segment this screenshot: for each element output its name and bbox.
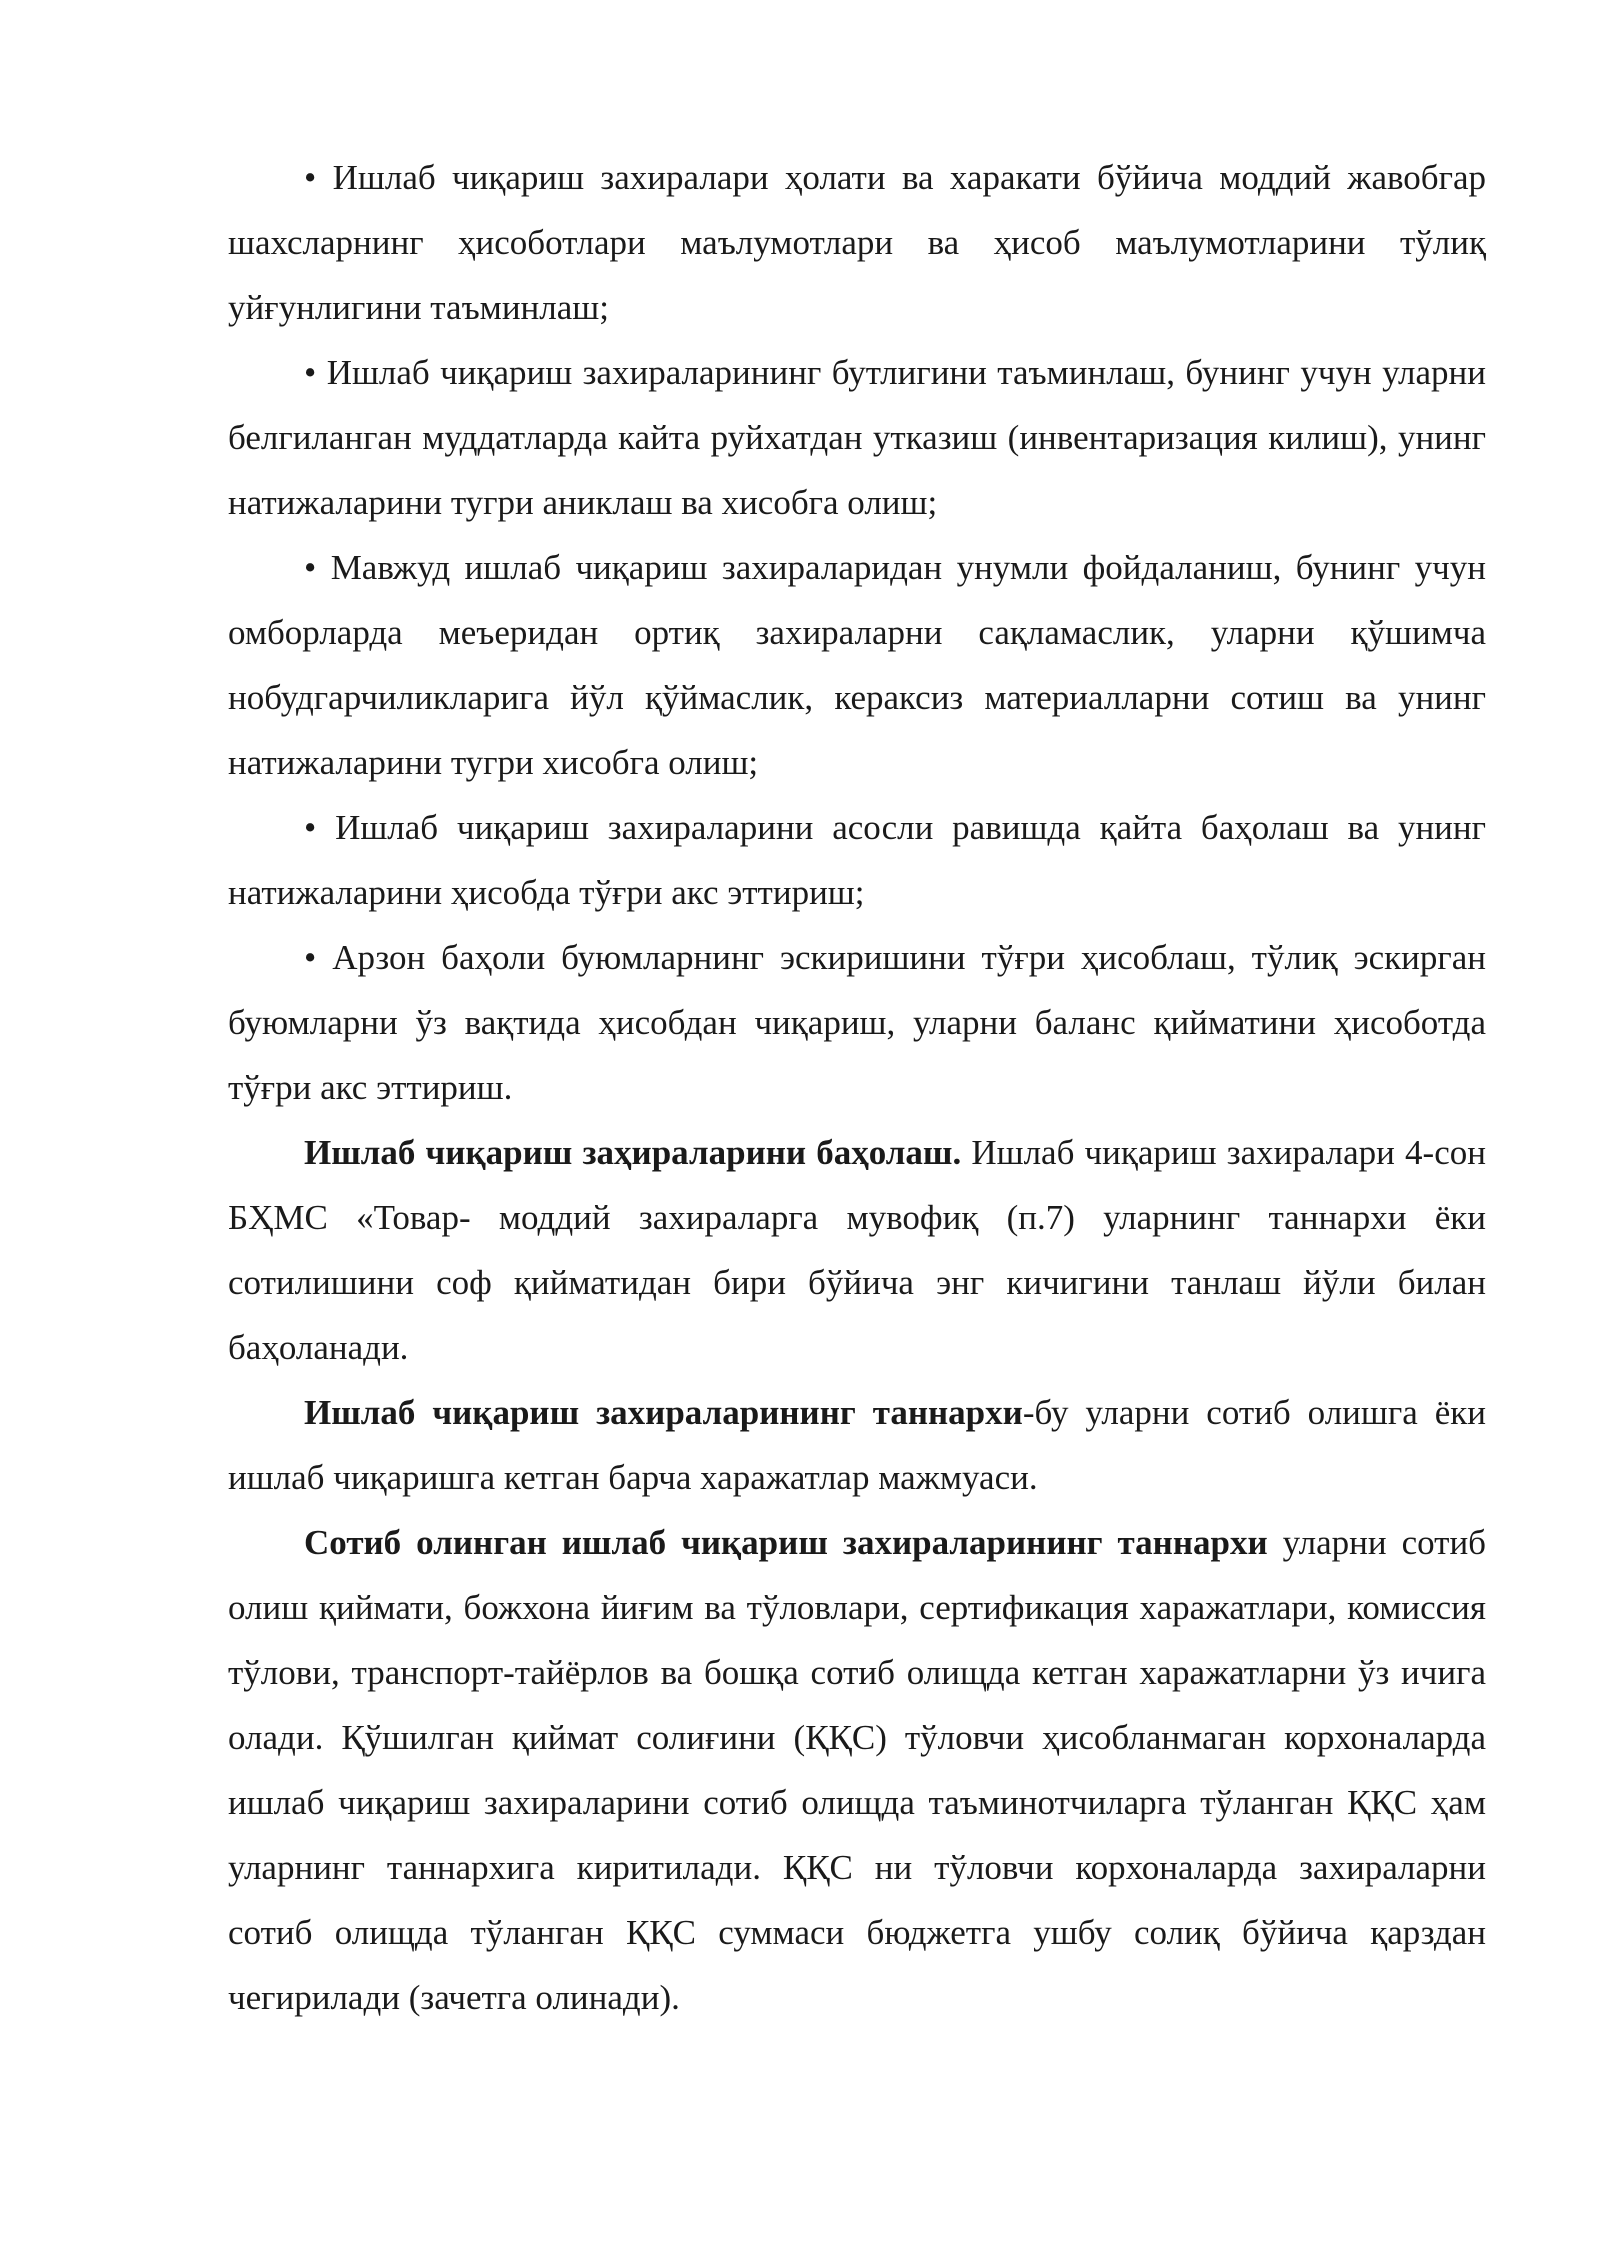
paragraph-heading: Ишлаб чиқариш захираларининг таннархи: [304, 1393, 1023, 1432]
bullet-text: Ишлаб чиқариш захираларини асосли равишда қайта баҳолаш ва унинг натижаларини ҳисобда тўғри акс эттириш;: [228, 808, 1486, 912]
paragraph-text: Ишлаб чиқариш захиралари 4-сон БҲМС «Товар- моддий захираларга мувофиқ (п.7) уларнинг таннархи ёки сотилишини соф қийматидан бири бўйича энг кичигини танлаш йўли билан баҳоланади.: [228, 1133, 1486, 1367]
bullet-item: [228, 340, 1486, 535]
bullet-marker: •: [304, 548, 317, 587]
bullet-item: [228, 145, 1486, 340]
bullet-text: Мавжуд ишлаб чиқариш захираларидан унумли фойдаланиш, бунинг учун омборларда меъеридан ортиқ захираларни сақламаслик, уларни қўшимча нобудгарчиликларига йўл қўймаслик, кераксиз материалларни сотиш ва унинг натижаларини тугри хисобга олиш;: [228, 548, 1486, 782]
paragraph-heading: Ишлаб чиқариш заҳираларини баҳолаш.: [304, 1133, 962, 1172]
bullet-item: [228, 535, 1486, 795]
bullet-marker: •: [304, 938, 317, 977]
bullet-item: [228, 925, 1486, 1120]
bullet-marker: •: [304, 353, 317, 392]
bullet-item: [228, 795, 1486, 925]
paragraph-heading: Сотиб олинган ишлаб чиқариш захираларининг таннархи: [304, 1523, 1268, 1562]
bullet-text: Ишлаб чиқариш захиралари ҳолати ва харакати бўйича моддий жавобгар шахсларнинг ҳисоботлари маълумотлари ва ҳисоб маълумотларини тўлиқ уйғунлигини таъминлаш;: [228, 158, 1487, 327]
paragraph-text: уларни сотиб олиш қиймати, божхона йиғим ва тўловлари, сертификация харажатлари, комиссия тўлови, транспорт-тайёрлов ва бошқа сотиб олищда кетган харажатларни ўз ичига олади. Қўшилган қиймат солиғини (ҚҚС) тўловчи ҳисобланмаган корхоналарда ишлаб чиқариш захираларини сотиб олищда таъминотчиларга тўланган ҚҚС ҳам уларнинг таннархига киритилади. ҚҚС ни тўловчи корхоналарда захираларни сотиб олищда тўланган ҚҚС суммаси бюджетга ушбу солиқ бўйича қарздан чегирилади (зачетга олинади).: [228, 1523, 1486, 2017]
bullet-text: Ишлаб чиқариш захираларининг бутлигини таъминлаш, бунинг учун уларни белгиланган муддатларда кайта руйхатдан утказиш (инвентаризация килиш), унинг натижаларини тугри аниклаш ва хисобга олиш;: [228, 353, 1486, 522]
paragraph-text: -бу уларни сотиб олишга ёки ишлаб чиқаришга кетган барча харажатлар мажмуаси.: [228, 1393, 1486, 1497]
paragraph-cost-definition: [228, 1380, 1486, 1510]
paragraph-purchased-cost: [228, 1510, 1486, 2030]
paragraph-valuation: [228, 1120, 1486, 1380]
document-page: [228, 145, 1486, 2030]
bullet-marker: •: [304, 808, 317, 847]
bullet-text: Арзон баҳоли буюмларнинг эскиришини тўғри ҳисоблаш, тўлиқ эскирган буюмларни ўз вақтида ҳисобдан чиқариш, уларни баланс қийматини ҳисоботда тўғри акс эттириш.: [228, 938, 1487, 1107]
bullet-marker: •: [304, 158, 317, 197]
